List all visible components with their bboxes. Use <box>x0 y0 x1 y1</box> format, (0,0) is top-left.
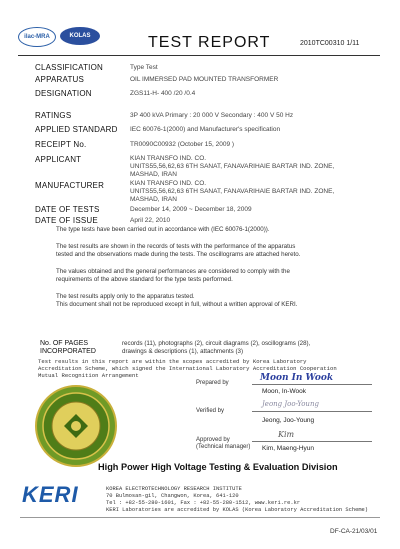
accreditation-line: Test results in this report are within the scopes accredited by Korea Laboratory <box>38 358 307 365</box>
verified-signature-line <box>252 411 372 412</box>
ratings-label: RATINGS <box>35 111 72 120</box>
classification-value: Type Test <box>130 64 158 71</box>
receipt-value: TR0090C00932 (October 15, 2009 ) <box>130 141 235 148</box>
approved-signature-line <box>252 441 372 442</box>
designation-label: DESIGNATION <box>35 89 92 98</box>
keri-institute-name: KOREA ELECTROTECHNOLOGY RESEARCH INSTITUTE <box>106 486 242 492</box>
keri-logo: KERI <box>22 482 79 507</box>
ilac-mra-logo: ilac-MRA <box>18 27 56 47</box>
keri-address: 70 Bulmosan-gil, Changwon, Korea, 641-120 <box>106 493 239 499</box>
technical-manager-label: (Technical manager) <box>196 444 251 450</box>
apparatus-value: OIL IMMERSED PAD MOUNTED TRANSFORMER <box>130 76 279 83</box>
applicant-label: APPLICANT <box>35 155 82 164</box>
accreditation-line: Accreditation Scheme, which signed the International Laboratory Accreditation Cooperation <box>38 365 337 372</box>
designation-value: ZGS11-H- 400 /20 /0.4 <box>130 90 196 97</box>
receipt-label: RECEIPT No. <box>35 140 87 149</box>
accreditation-note <box>38 358 388 379</box>
apparatus-label: APPARATUS <box>35 75 85 84</box>
applicant-city: MASHAD, IRAN <box>130 171 177 178</box>
prepared-name: Moon, In-Wook <box>262 388 306 395</box>
applicant-name: KIAN TRANSFO IND. CO. <box>130 155 207 162</box>
incorporated-label: INCORPORATED <box>40 348 96 355</box>
date-of-issue-value: April 22, 2010 <box>130 217 171 224</box>
applied-standard-label: APPLIED STANDARD <box>35 125 118 134</box>
header-rule <box>18 55 380 56</box>
form-number: DF-CA-21/03/01 <box>330 528 378 535</box>
paragraph-compliance <box>56 268 386 284</box>
pages-label: No. OF PAGES <box>40 340 89 347</box>
accreditation-line: Mutual Recognition Arrangement <box>38 372 139 379</box>
date-of-tests-label: DATE OF TESTS <box>35 205 100 214</box>
paragraph-reproduction <box>56 293 386 309</box>
kolas-logo: KOLAS <box>60 27 100 45</box>
prepared-signature: Moon In Wook <box>260 373 334 383</box>
paragraph-line: The test results are shown in the records of tests with the performance of the apparatus <box>56 243 296 250</box>
division-name: High Power High Voltage Testing & Evaluation Division <box>98 462 338 472</box>
document-title: TEST REPORT <box>148 34 271 51</box>
manufacturer-label: MANUFACTURER <box>35 181 105 190</box>
pages-value <box>122 340 392 356</box>
paragraph-line: requirements of the above standard for the type tests performed. <box>56 276 233 283</box>
approved-signature: Kim <box>278 430 295 439</box>
paragraph-line: The values obtained and the general performances are considered to comply with the <box>56 268 290 275</box>
manufacturer-city: MASHAD, IRAN <box>130 196 177 203</box>
pages-line: drawings & descriptions (1), attachments (3) <box>122 348 244 355</box>
date-of-issue-label: DATE OF ISSUE <box>35 216 98 225</box>
approved-name: Kim, Maeng-Hyun <box>262 445 315 452</box>
prepared-by-label: Prepared by <box>196 380 229 386</box>
approved-by-label: Approved by <box>196 437 230 443</box>
applicant-address: UNITS55,56,62,63 6TH SANAT, FANAVARIHAIE BARTAR IND. ZONE, <box>130 163 335 170</box>
footer-rule <box>20 517 380 518</box>
date-of-tests-value: December 14, 2009 ~ December 18, 2009 <box>130 206 252 213</box>
paragraph-results <box>56 243 386 259</box>
ratings-value: 3P 400 kVA Primary : 20 000 V Secondary : 400 V 50 Hz <box>130 112 294 119</box>
pages-line: records (11), photographs (2), circuit diagrams (2), oscillograms (28), <box>122 340 311 347</box>
manufacturer-address: UNITS55,56,62,63 6TH SANAT, FANAVARIHAIE BARTAR IND. ZONE, <box>130 188 335 195</box>
report-number: 2010TC00310 1/11 <box>300 40 360 47</box>
keri-contact: Tel : +82-55-280-1601, Fax : +82-55-280-1512, www.keri.re.kr <box>106 500 301 506</box>
paragraph-standard <box>56 226 386 234</box>
classification-label: CLASSIFICATION <box>35 63 103 72</box>
verified-by-label: Verified by <box>196 408 225 414</box>
accreditation-seal <box>34 384 118 468</box>
verified-name: Jeong, Joo-Young <box>262 417 315 424</box>
paragraph-line: The type tests have been carried out in accordance with (IEC 60076-1(2000)). <box>56 226 270 233</box>
paragraph-line: tested and the observations made during the tests. The oscillograms are attached hereto. <box>56 251 301 258</box>
paragraph-line: This document shall not be reproduced except in full, without a written approval of KERI. <box>56 301 298 308</box>
seal-emblem-dot <box>71 421 81 431</box>
keri-accreditation: KERI Laboratories are accredited by KOLAS (Korea Laboratory Accreditation Scheme) <box>106 507 369 513</box>
manufacturer-name: KIAN TRANSFO IND. CO. <box>130 180 207 187</box>
prepared-signature-line <box>252 384 372 385</box>
paragraph-line: The test results apply only to the apparatus tested. <box>56 293 195 300</box>
verified-signature: Jeong Joo-Young <box>262 400 319 408</box>
applied-standard-value: IEC 60076-1(2000) and Manufacturer's specification <box>130 126 281 133</box>
